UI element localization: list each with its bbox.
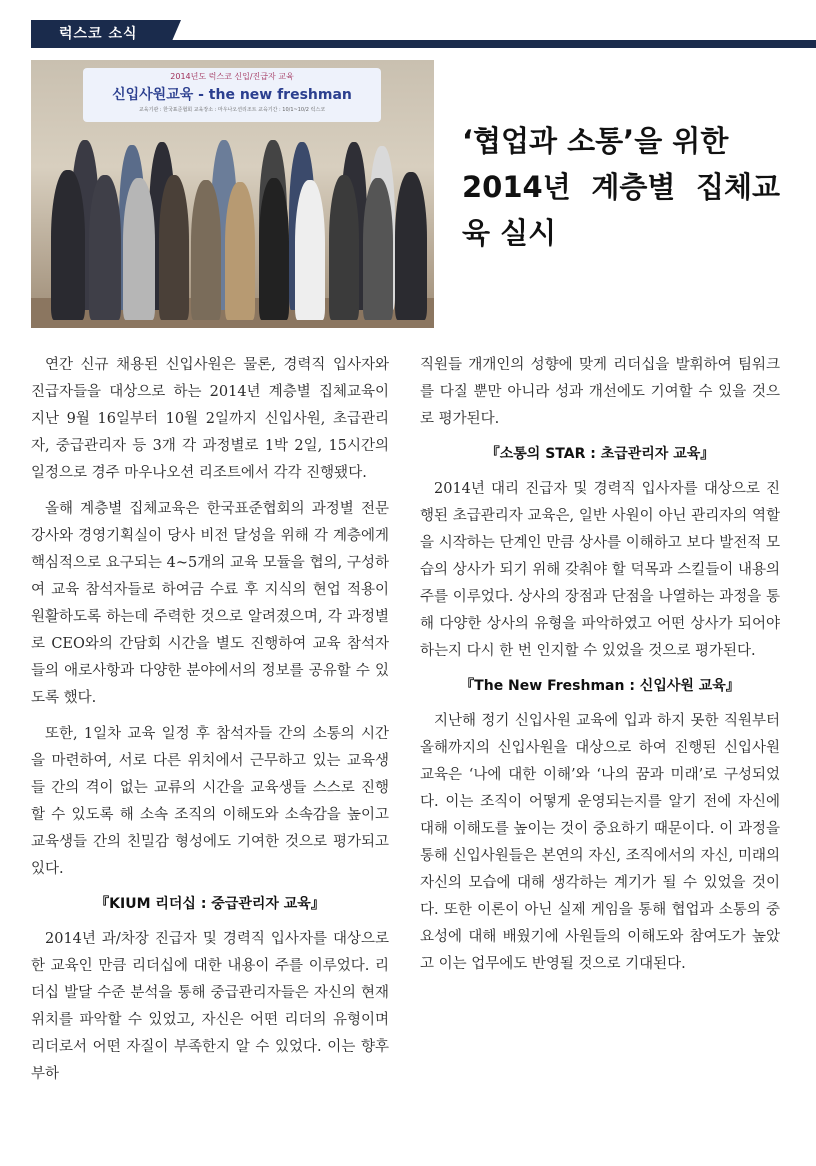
subheading-freshman: 『The New Freshman : 신입사원 교육』 [460, 678, 740, 694]
person [259, 178, 289, 320]
banner-main-text: 신입사원교육 - the new freshman [112, 87, 352, 103]
person [191, 180, 221, 320]
person [159, 175, 189, 320]
paragraph: 지난해 정기 신입사원 교육에 입과 하지 못한 직원부터 올해까지의 신입사원을 대상으로 하여 진행된 신입사원 교육은 ‘나에 대한 이해’와 ‘나의 꿈과 미래’로 구성되었다. 이는 조직이 어떻게 운영되는지를 알기 전에 자신에 대해 이해도를 높이는 것이 중요하기 때문이다. 이 과정을 통해 신입사원들은 본연의 자신, 조직에서의 자신, 미래의 자신의 모습에 대해 생각하는 계기가 될 수 있었을 것이다. 또한 이론이 아닌 실제 게임을 통해 협업과 소통의 중요성에 대해 배웠기에 사원들의 이해도와 참여도가 높았고 이는 업무에도 반영될 것으로 기대된다. [420, 713, 780, 972]
article-title [462, 118, 780, 256]
article-title-line2: 2014년 계층별 집체교육 실시 [462, 170, 780, 250]
section-label: 럭스코 소식 [31, 20, 169, 48]
article-title-line1: ‘협업과 소통’을 위한 [462, 124, 729, 158]
person [395, 172, 427, 320]
group-photo [31, 60, 434, 328]
person [295, 180, 325, 320]
paragraph: 연간 신규 채용된 신입사원은 물론, 경력직 입사자와 진급자들을 대상으로 하는 2014년 계층별 집체교육이 지난 9월 16일부터 10월 2일까지 신입사원, 초급관리자, 중급관리자 등 3개 각 과정별로 1박 2일, 15시간의 일정으로 경주 마우나오션 리조트에서 각각 진행됐다. [31, 357, 389, 481]
person [123, 178, 155, 320]
person [225, 182, 255, 320]
paragraph: 2014년 대리 진급자 및 경력직 입사자를 대상으로 진행된 초급관리자 교육은, 일반 사원이 아닌 관리자의 역할을 시작하는 단계인 만큼 상사를 이해하고 보다 발전적 모습의 상사가 되기 위해 갖춰야 할 덕목과 스킬들이 내용의 주를 이루었다. 상사의 장점과 단점을 나열하는 과정을 통해 다양한 상사의 유형을 파악하였고 어떤 상사가 되어야 하는지 다시 한 번 인지할 수 있었을 것으로 평가된다. [420, 481, 780, 659]
person [89, 175, 121, 320]
person [51, 170, 85, 320]
article-column-left [31, 352, 389, 1097]
article-column-right [420, 352, 780, 987]
subheading-kium: 『KIUM 리더십 : 중급관리자 교육』 [95, 896, 325, 912]
paragraph: 2014년 과/차장 진급자 및 경력직 입사자를 대상으로 한 교육인 만큼 리더십에 대한 내용이 주를 이루었다. 리더십 발달 수준 분석을 통해 중급관리자들은 자신의 현재 위치를 파악할 수 있었고, 자신은 어떤 리더의 유형이며 리더로서 어떤 자질이 부족한지 알 수 있었다. 이는 향후 부하 [31, 931, 389, 1082]
banner-top-text: 2014년도 럭스코 신입/진급자 교육 [170, 72, 294, 81]
person [363, 178, 393, 320]
photo-banner [83, 68, 381, 122]
person [329, 175, 359, 320]
paragraph: 또한, 1일차 교육 일정 후 참석자들 간의 소통의 시간을 마련하여, 서로 다른 위치에서 근무하고 있는 교육생들 간의 격이 없는 교류의 시간을 교육생들 스스로 진행 할 수 있도록 해 소속 조직의 이해도와 소속감을 높이고 교육생들 간의 친밀감 형성에도 기여한 것으로 평가되고 있다. [31, 726, 389, 877]
banner-sub-text: 교육기관 : 한국표준협회 교육장소 : 마우나오션리조트 교육기간 : 10/1~10/2 럭스코 [138, 107, 326, 113]
paragraph: 올해 계층별 집체교육은 한국표준협회의 과정별 전문 강사와 경영기획실이 당사 비전 달성을 위해 각 계층에게 핵심적으로 요구되는 4~5개의 교육 모듈을 협의, 구성하여 교육 참석자들로 하여금 수료 후 지식의 현업 적용이 원활하도록 하는데 주력한 것으로 알려졌으며, 각 과정별로 CEO와의 간담회 시간을 별도 진행하여 교육 참석자들의 애로사항과 다양한 분야에서의 정보를 공유할 수 있도록 했다. [31, 501, 389, 706]
subheading-star: 『소통의 STAR : 초급관리자 교육』 [485, 446, 715, 462]
paragraph: 직원들 개개인의 성향에 맞게 리더십을 발휘하여 팀워크를 다질 뿐만 아니라 성과 개선에도 기여할 수 있을 것으로 평가된다. [420, 357, 780, 427]
